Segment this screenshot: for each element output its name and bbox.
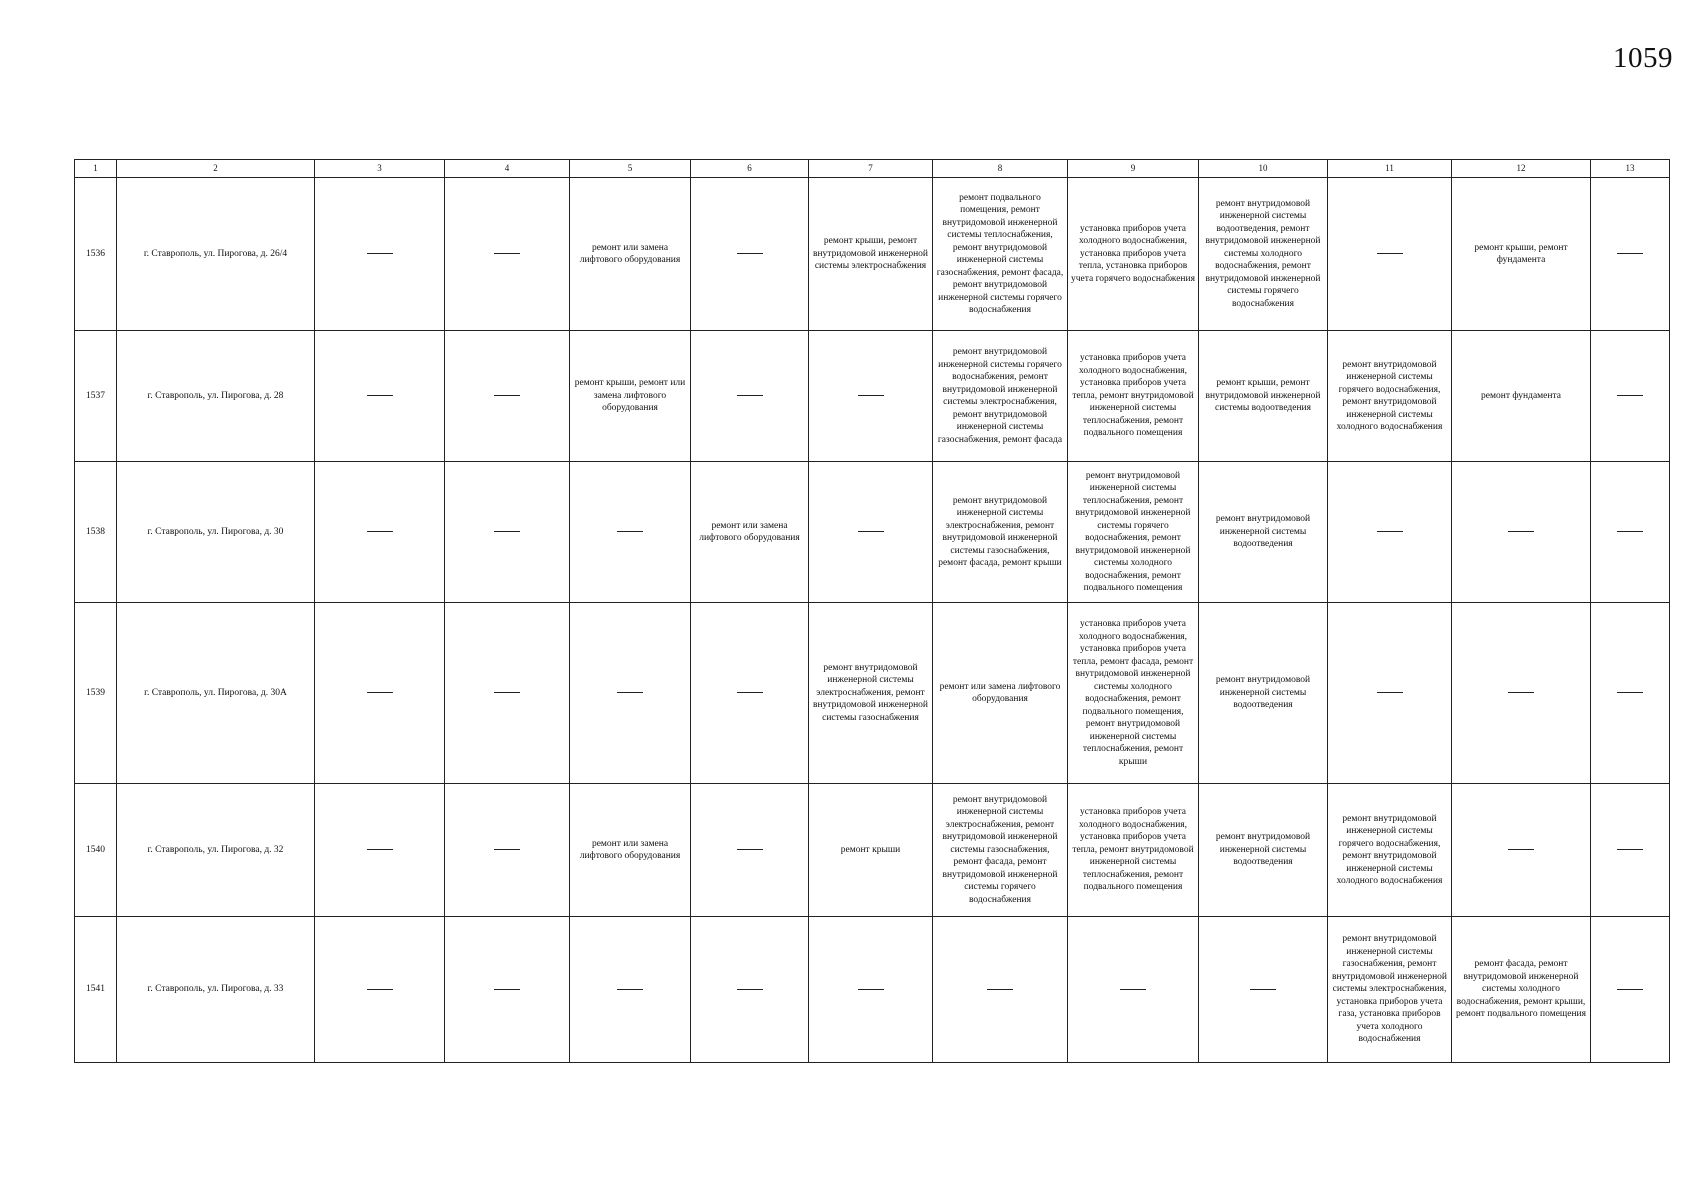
row-address: г. Ставрополь, ул. Пирогова, д. 30: [117, 462, 315, 603]
cell-c11: ремонт внутридомовой инженерной системы горячего водоснабжения, ремонт внутридомовой инженерной системы холодного водоснабжения: [1328, 331, 1452, 462]
dash-mark: [987, 989, 1013, 990]
cell-c3: [315, 462, 445, 603]
dash-mark: [1120, 989, 1146, 990]
cell-c6: [691, 603, 809, 784]
dash-mark: [1617, 989, 1643, 990]
cell-c5: [570, 462, 691, 603]
cell-c4: [445, 917, 570, 1063]
dash-mark: [858, 395, 884, 396]
cell-c6: [691, 784, 809, 917]
dash-mark: [494, 692, 520, 693]
cell-c12: [1452, 462, 1591, 603]
table-row: [75, 603, 1670, 784]
dash-mark: [737, 253, 763, 254]
cell-c9: установка приборов учета холодного водоснабжения, установка приборов учета тепла, ремонт внутридомовой инженерной системы теплоснабжения, ремонт подвального помещения: [1068, 784, 1199, 917]
dash-mark: [617, 692, 643, 693]
column-number-11: 11: [1328, 160, 1452, 178]
cell-c10: ремонт внутридомовой инженерной системы водоотведения: [1199, 462, 1328, 603]
dash-mark: [858, 531, 884, 532]
dash-mark: [858, 989, 884, 990]
cell-c11: ремонт внутридомовой инженерной системы горячего водоснабжения, ремонт внутридомовой инженерной системы холодного водоснабжения: [1328, 784, 1452, 917]
cell-c12: ремонт фасада, ремонт внутридомовой инженерной системы холодного водоснабжения, ремонт крыши, ремонт подвального помещения: [1452, 917, 1591, 1063]
dash-mark: [494, 531, 520, 532]
cell-c11: [1328, 603, 1452, 784]
cell-c8: [933, 917, 1068, 1063]
cell-c4: [445, 603, 570, 784]
row-address: г. Ставрополь, ул. Пирогова, д. 32: [117, 784, 315, 917]
cell-c11: [1328, 462, 1452, 603]
table-row: [75, 178, 1670, 331]
page-number: 1059: [1613, 42, 1673, 74]
cell-c3: [315, 917, 445, 1063]
row-address: г. Ставрополь, ул. Пирогова, д. 30А: [117, 603, 315, 784]
cell-c13: [1591, 331, 1670, 462]
column-number-2: 2: [117, 160, 315, 178]
dash-mark: [737, 692, 763, 693]
cell-c7: [809, 331, 933, 462]
dash-mark: [1508, 692, 1534, 693]
row-address: г. Ставрополь, ул. Пирогова, д. 28: [117, 331, 315, 462]
cell-c12: [1452, 784, 1591, 917]
dash-mark: [1508, 531, 1534, 532]
cell-c8: ремонт подвального помещения, ремонт внутридомовой инженерной системы теплоснабжения, ремонт внутридомовой инженерной системы газоснабжения, ремонт фасада, ремонт внутридомовой инженерной системы горячего водоснабжения: [933, 178, 1068, 331]
cell-c7: ремонт внутридомовой инженерной системы электроснабжения, ремонт внутридомовой инженерной системы газоснабжения: [809, 603, 933, 784]
dash-mark: [1617, 849, 1643, 850]
cell-c3: [315, 331, 445, 462]
table-row: [75, 462, 1670, 603]
cell-c8: ремонт внутридомовой инженерной системы горячего водоснабжения, ремонт внутридомовой инженерной системы электроснабжения, ремонт внутридомовой инженерной системы газоснабжения, ремонт фасада: [933, 331, 1068, 462]
cell-c13: [1591, 917, 1670, 1063]
cell-c13: [1591, 462, 1670, 603]
cell-c6: [691, 917, 809, 1063]
dash-mark: [367, 692, 393, 693]
dash-mark: [367, 849, 393, 850]
dash-mark: [1250, 989, 1276, 990]
row-address: г. Ставрополь, ул. Пирогова, д. 33: [117, 917, 315, 1063]
repair-schedule-table: [74, 159, 1670, 1063]
dash-mark: [617, 531, 643, 532]
cell-c12: ремонт крыши, ремонт фундамента: [1452, 178, 1591, 331]
cell-c8: ремонт или замена лифтового оборудования: [933, 603, 1068, 784]
dash-mark: [367, 531, 393, 532]
column-number-4: 4: [445, 160, 570, 178]
cell-c11: ремонт внутридомовой инженерной системы газоснабжения, ремонт внутридомовой инженерной системы электроснабжения, установка приборов учета газа, установка приборов учета холодного водоснабжения: [1328, 917, 1452, 1063]
cell-c10: [1199, 917, 1328, 1063]
cell-c13: [1591, 603, 1670, 784]
cell-c4: [445, 462, 570, 603]
column-number-1: 1: [75, 160, 117, 178]
column-number-12: 12: [1452, 160, 1591, 178]
cell-c10: ремонт внутридомовой инженерной системы водоотведения: [1199, 784, 1328, 917]
cell-c12: ремонт фундамента: [1452, 331, 1591, 462]
cell-c9: [1068, 917, 1199, 1063]
cell-c5: [570, 917, 691, 1063]
dash-mark: [1508, 849, 1534, 850]
cell-c3: [315, 178, 445, 331]
dash-mark: [367, 253, 393, 254]
cell-c4: [445, 784, 570, 917]
row-number: 1540: [75, 784, 117, 917]
cell-c10: ремонт внутридомовой инженерной системы водоотведения: [1199, 603, 1328, 784]
cell-c5: ремонт или замена лифтового оборудования: [570, 784, 691, 917]
cell-c8: ремонт внутридомовой инженерной системы электроснабжения, ремонт внутридомовой инженерной системы газоснабжения, ремонт фасада, ремонт внутридомовой инженерной системы горячего водоснабжения: [933, 784, 1068, 917]
cell-c7: ремонт крыши, ремонт внутридомовой инженерной системы электроснабжения: [809, 178, 933, 331]
cell-c4: [445, 178, 570, 331]
cell-c7: ремонт крыши: [809, 784, 933, 917]
dash-mark: [367, 395, 393, 396]
cell-c6: [691, 331, 809, 462]
dash-mark: [494, 395, 520, 396]
column-number-row: [75, 160, 1670, 178]
column-number-7: 7: [809, 160, 933, 178]
dash-mark: [617, 989, 643, 990]
row-address: г. Ставрополь, ул. Пирогова, д. 26/4: [117, 178, 315, 331]
column-number-10: 10: [1199, 160, 1328, 178]
cell-c7: [809, 462, 933, 603]
dash-mark: [1377, 253, 1403, 254]
cell-c10: ремонт внутридомовой инженерной системы водоотведения, ремонт внутридомовой инженерной системы холодного водоснабжения, ремонт внутридомовой инженерной системы горячего водоснабжения: [1199, 178, 1328, 331]
dash-mark: [494, 253, 520, 254]
cell-c4: [445, 331, 570, 462]
cell-c7: [809, 917, 933, 1063]
column-number-8: 8: [933, 160, 1068, 178]
row-number: 1537: [75, 331, 117, 462]
dash-mark: [1617, 253, 1643, 254]
dash-mark: [737, 395, 763, 396]
dash-mark: [494, 849, 520, 850]
row-number: 1539: [75, 603, 117, 784]
dash-mark: [737, 849, 763, 850]
column-number-9: 9: [1068, 160, 1199, 178]
dash-mark: [367, 989, 393, 990]
cell-c9: установка приборов учета холодного водоснабжения, установка приборов учета тепла, ремонт внутридомовой инженерной системы теплоснабжения, ремонт подвального помещения: [1068, 331, 1199, 462]
row-number: 1536: [75, 178, 117, 331]
cell-c9: установка приборов учета холодного водоснабжения, установка приборов учета тепла, ремонт фасада, ремонт внутридомовой инженерной системы холодного водоснабжения, ремонт подвального помещения, ремонт внутридомовой инженерной системы теплоснабжения, ремонт крыши: [1068, 603, 1199, 784]
dash-mark: [1617, 395, 1643, 396]
cell-c11: [1328, 178, 1452, 331]
cell-c9: установка приборов учета холодного водоснабжения, установка приборов учета тепла, установка приборов учета горячего водоснабжения: [1068, 178, 1199, 331]
cell-c13: [1591, 178, 1670, 331]
dash-mark: [1377, 531, 1403, 532]
cell-c13: [1591, 784, 1670, 917]
dash-mark: [494, 989, 520, 990]
column-number-13: 13: [1591, 160, 1670, 178]
dash-mark: [1377, 692, 1403, 693]
column-number-6: 6: [691, 160, 809, 178]
cell-c3: [315, 603, 445, 784]
row-number: 1538: [75, 462, 117, 603]
cell-c8: ремонт внутридомовой инженерной системы электроснабжения, ремонт внутридомовой инженерной системы газоснабжения, ремонт фасада, ремонт крыши: [933, 462, 1068, 603]
table-row: [75, 331, 1670, 462]
cell-c5: ремонт крыши, ремонт или замена лифтового оборудования: [570, 331, 691, 462]
cell-c6: [691, 178, 809, 331]
dash-mark: [737, 989, 763, 990]
table-row: [75, 784, 1670, 917]
row-number: 1541: [75, 917, 117, 1063]
cell-c3: [315, 784, 445, 917]
cell-c9: ремонт внутридомовой инженерной системы теплоснабжения, ремонт внутридомовой инженерной системы горячего водоснабжения, ремонт внутридомовой инженерной системы холодного водоснабжения, ремонт подвального помещения: [1068, 462, 1199, 603]
column-number-5: 5: [570, 160, 691, 178]
cell-c5: ремонт или замена лифтового оборудования: [570, 178, 691, 331]
table-row: [75, 917, 1670, 1063]
cell-c5: [570, 603, 691, 784]
column-number-3: 3: [315, 160, 445, 178]
dash-mark: [1617, 692, 1643, 693]
cell-c6: ремонт или замена лифтового оборудования: [691, 462, 809, 603]
cell-c12: [1452, 603, 1591, 784]
dash-mark: [1617, 531, 1643, 532]
cell-c10: ремонт крыши, ремонт внутридомовой инженерной системы водоотведения: [1199, 331, 1328, 462]
